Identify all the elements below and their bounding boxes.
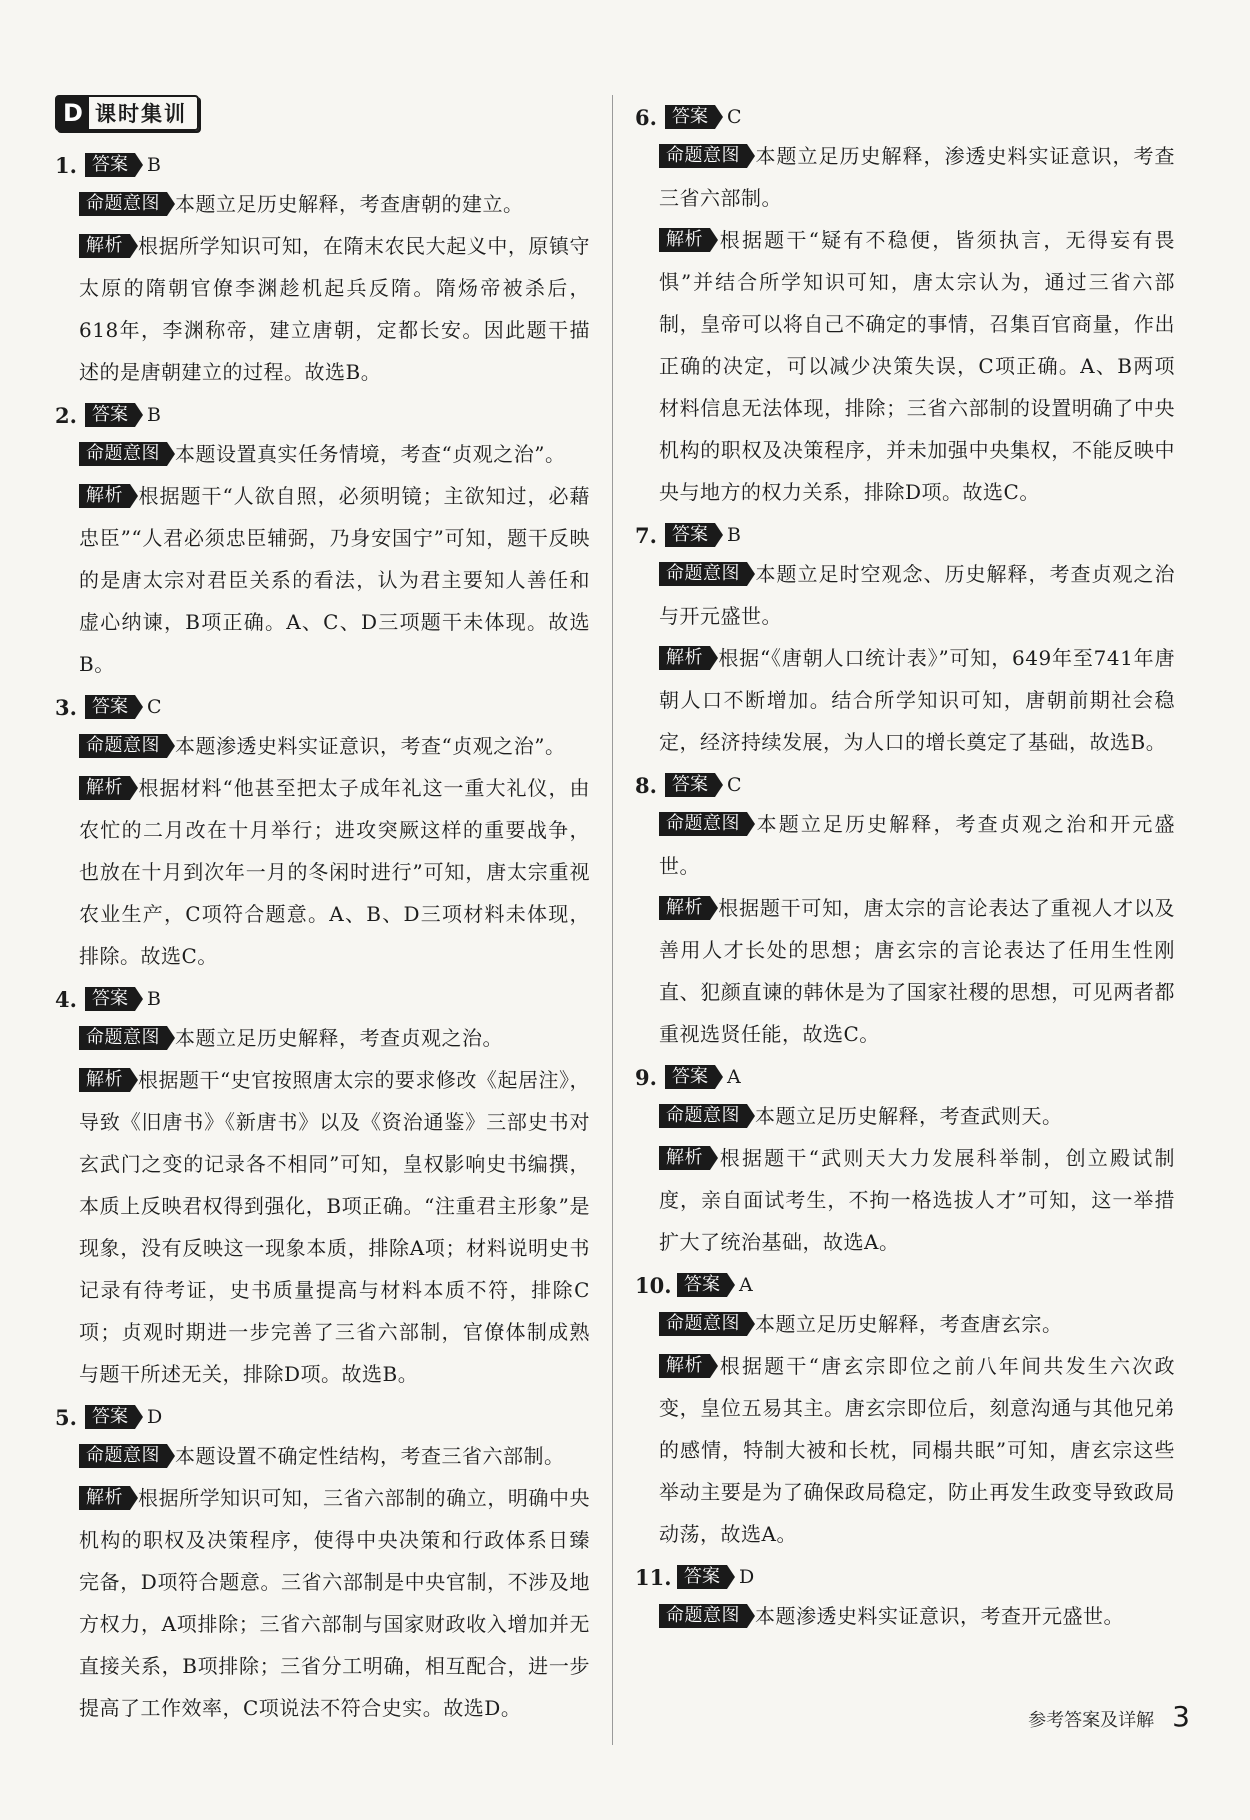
analysis-tag: 解析: [79, 234, 130, 258]
intent-text: 本题设置不确定性结构，考查三省六部制。: [175, 1444, 565, 1468]
question-item: [635, 99, 1175, 513]
analysis-tag: 解析: [659, 646, 710, 670]
analysis-tag: 解析: [659, 228, 710, 252]
analysis-tag: 解析: [659, 1146, 710, 1170]
answer-value: C: [727, 774, 742, 796]
column-divider: [612, 95, 613, 1745]
left-column: [55, 95, 590, 1729]
answer-tag: 答案: [677, 1565, 727, 1589]
answer-value: A: [739, 1274, 753, 1296]
intent-paragraph: [659, 553, 1175, 637]
analysis-paragraph: [659, 219, 1175, 513]
intent-text: 本题立足时空观念、历史解释，考查贞观之治与开元盛世。: [659, 562, 1175, 628]
question-item: [55, 397, 590, 685]
analysis-tag: 解析: [79, 1486, 130, 1510]
question-item: [635, 1059, 1175, 1263]
intent-paragraph: [79, 1435, 590, 1477]
intent-tag: 命题意图: [659, 812, 747, 836]
answer-tag: 答案: [677, 1273, 727, 1297]
analysis-text: 根据所学知识可知，在隋末农民大起义中，原镇守太原的隋朝官僚李渊趁机起兵反隋。隋炀帝被杀后，618年，李渊称帝，建立唐朝，定都长安。因此题干描述的是唐朝建立的过程。故选B。: [79, 234, 590, 384]
intent-tag: 命题意图: [659, 1104, 747, 1128]
analysis-text: 根据题干“史官按照唐太宗的要求修改《起居注》，导致《旧唐书》《新唐书》以及《资治通鉴》三部史书对玄武门之变的记录各不相同”可知，皇权影响史书编撰，本质上反映君权得到强化，B项正确。“注重君主形象”是现象，没有反映这一现象本质，排除A项；材料说明史书记录有待考证，史书质量提高与材料本质不符，排除C项；贞观时期进一步完善了三省六部制，官僚体制成熟与题干所述无关，排除D项。故选B。: [79, 1068, 590, 1386]
section-title: 课时集训: [95, 102, 187, 126]
answer-tag: 答案: [85, 987, 135, 1011]
answer-value: C: [727, 106, 742, 128]
intent-tag: 命题意图: [79, 734, 167, 758]
analysis-paragraph: [659, 887, 1175, 1055]
analysis-paragraph: [79, 225, 590, 393]
intent-tag: 命题意图: [79, 192, 167, 216]
intent-paragraph: [79, 183, 590, 225]
right-column: [635, 95, 1175, 1637]
analysis-tag: 解析: [79, 484, 130, 508]
intent-paragraph: [659, 803, 1175, 887]
question-item: [55, 981, 590, 1395]
page-number: 3: [1172, 1700, 1190, 1733]
question-number: 9.: [635, 1064, 657, 1090]
answer-tag: 答案: [85, 1405, 135, 1429]
analysis-text: 根据题干可知，唐太宗的言论表达了重视人才以及善用人才长处的思想；唐玄宗的言论表达了任用生性刚直、犯颜直谏的韩休是为了国家社稷的思想，可见两者都重视选贤任能，故选C。: [659, 896, 1175, 1046]
intent-text: 本题立足历史解释，考查贞观之治。: [175, 1026, 503, 1050]
analysis-tag: 解析: [659, 1354, 710, 1378]
footer: [1028, 1700, 1190, 1733]
answer-value: B: [147, 988, 161, 1010]
answer-tag: 答案: [665, 105, 715, 129]
question-header: [635, 1267, 1175, 1303]
answer-value: D: [739, 1566, 755, 1588]
analysis-paragraph: [79, 475, 590, 685]
left-question-list: [55, 147, 590, 1729]
analysis-paragraph: [659, 1345, 1175, 1555]
answer-tag: 答案: [85, 403, 135, 427]
question-number: 4.: [55, 986, 77, 1012]
intent-paragraph: [659, 1595, 1175, 1637]
answer-tag: 答案: [665, 1065, 715, 1089]
question-item: [635, 1267, 1175, 1555]
answer-tag: 答案: [85, 695, 135, 719]
intent-tag: 命题意图: [79, 1026, 167, 1050]
question-number: 11.: [635, 1564, 672, 1590]
question-header: [635, 517, 1175, 553]
question-item: [635, 767, 1175, 1055]
intent-paragraph: [79, 433, 590, 475]
question-number: 10.: [635, 1272, 672, 1298]
question-header: [55, 981, 590, 1017]
intent-paragraph: [79, 1017, 590, 1059]
answer-value: A: [727, 1066, 741, 1088]
analysis-text: 根据题干“人欲自照，必须明镜；主欲知过，必藉忠臣”“人君必须忠臣辅弼，乃身安国宁”可知，题干反映的是唐太宗对君臣关系的看法，认为君主要知人善任和虚心纳谏，B项正确。A、C、D三项题干未体现。故选B。: [79, 484, 590, 676]
question-item: [55, 1399, 590, 1729]
question-header: [55, 147, 590, 183]
intent-tag: 命题意图: [659, 562, 747, 586]
question-item: [55, 147, 590, 393]
footer-title: 参考答案及详解: [1028, 1710, 1155, 1731]
question-header: [635, 1559, 1175, 1595]
question-number: 7.: [635, 522, 657, 548]
analysis-paragraph: [79, 1059, 590, 1395]
intent-text: 本题立足历史解释，渗透史料实证意识，考查三省六部制。: [659, 144, 1175, 210]
analysis-tag: 解析: [79, 776, 130, 800]
intent-paragraph: [79, 725, 590, 767]
analysis-text: 根据“《唐朝人口统计表》”可知，649年至741年唐朝人口不断增加。结合所学知识可知，唐朝前期社会稳定，经济持续发展，为人口的增长奠定了基础，故选B。: [659, 646, 1175, 754]
intent-text: 本题设置真实任务情境，考查“贞观之治”。: [175, 442, 566, 466]
analysis-text: 根据材料“他甚至把太子成年礼这一重大礼仪，由农忙的二月改在十月举行；进攻突厥这样的重要战争，也放在十月到次年一月的冬闲时进行”可知，唐太宗重视农业生产，C项符合题意。A、B、D三项材料未体现，排除。故选C。: [79, 776, 590, 968]
intent-tag: 命题意图: [659, 1604, 747, 1628]
answer-value: D: [147, 1406, 163, 1428]
intent-text: 本题渗透史料实证意识，考查开元盛世。: [755, 1604, 1124, 1628]
question-item: [55, 689, 590, 977]
intent-tag: 命题意图: [659, 144, 747, 168]
intent-text: 本题立足历史解释，考查唐朝的建立。: [175, 192, 524, 216]
analysis-paragraph: [79, 767, 590, 977]
question-number: 5.: [55, 1404, 77, 1430]
question-header: [635, 767, 1175, 803]
analysis-paragraph: [79, 1477, 590, 1729]
intent-text: 本题立足历史解释，考查唐玄宗。: [755, 1312, 1063, 1336]
answer-tag: 答案: [85, 153, 135, 177]
intent-paragraph: [659, 1095, 1175, 1137]
answer-value: C: [147, 696, 162, 718]
question-header: [55, 689, 590, 725]
answer-value: B: [727, 524, 741, 546]
question-header: [635, 99, 1175, 135]
answer-value: B: [147, 404, 161, 426]
intent-tag: 命题意图: [79, 442, 167, 466]
answer-tag: 答案: [665, 523, 715, 547]
answer-tag: 答案: [665, 773, 715, 797]
intent-paragraph: [659, 135, 1175, 219]
section-letter: D: [57, 97, 89, 129]
question-number: 6.: [635, 104, 657, 130]
intent-text: 本题立足历史解释，考查贞观之治和开元盛世。: [659, 812, 1175, 878]
question-number: 3.: [55, 694, 77, 720]
intent-tag: 命题意图: [659, 1312, 747, 1336]
analysis-text: 根据题干“疑有不稳便，皆须执言，无得妄有畏惧”并结合所学知识可知，唐太宗认为，通过三省六部制，皇帝可以将自己不确定的事情，召集百官商量，作出正确的决定，可以减少决策失误，C项正确。A、B两项材料信息无法体现，排除；三省六部制的设置明确了中央机构的职权及决策程序，并未加强中央集权，不能反映中央与地方的权力关系，排除D项。故选C。: [659, 228, 1175, 504]
intent-text: 本题渗透史料实证意识，考查“贞观之治”。: [175, 734, 566, 758]
question-number: 1.: [55, 152, 77, 178]
analysis-paragraph: [659, 637, 1175, 763]
intent-tag: 命题意图: [79, 1444, 167, 1468]
intent-paragraph: [659, 1303, 1175, 1345]
question-header: [55, 1399, 590, 1435]
analysis-paragraph: [659, 1137, 1175, 1263]
analysis-tag: 解析: [79, 1068, 130, 1092]
analysis-text: 根据所学知识可知，三省六部制的确立，明确中央机构的职权及决策程序，使得中央决策和行政体系日臻完备，D项符合题意。三省六部制是中央官制，不涉及地方权力，A项排除；三省六部制与国家财政收入增加并无直接关系，B项排除；三省分工明确，相互配合，进一步提高了工作效率，C项说法不符合史实。故选D。: [79, 1486, 590, 1720]
question-item: [635, 1559, 1175, 1637]
question-number: 2.: [55, 402, 77, 428]
section-header: [55, 95, 199, 131]
answer-value: B: [147, 154, 161, 176]
analysis-tag: 解析: [659, 896, 710, 920]
question-item: [635, 517, 1175, 763]
intent-text: 本题立足历史解释，考查武则天。: [755, 1104, 1063, 1128]
analysis-text: 根据题干“唐玄宗即位之前八年间共发生六次政变，皇位五易其主。唐玄宗即位后，刻意沟通与其他兄弟的感情，特制大被和长枕，同榻共眠”可知，唐玄宗这些举动主要是为了确保政局稳定，防止再发生政变导致政局动荡，故选A。: [659, 1354, 1175, 1546]
analysis-text: 根据题干“武则天大力发展科举制，创立殿试制度，亲自面试考生，不拘一格选拔人才”可知，这一举措扩大了统治基础，故选A。: [659, 1146, 1175, 1254]
question-header: [635, 1059, 1175, 1095]
question-number: 8.: [635, 772, 657, 798]
question-header: [55, 397, 590, 433]
right-question-list: [635, 99, 1175, 1637]
